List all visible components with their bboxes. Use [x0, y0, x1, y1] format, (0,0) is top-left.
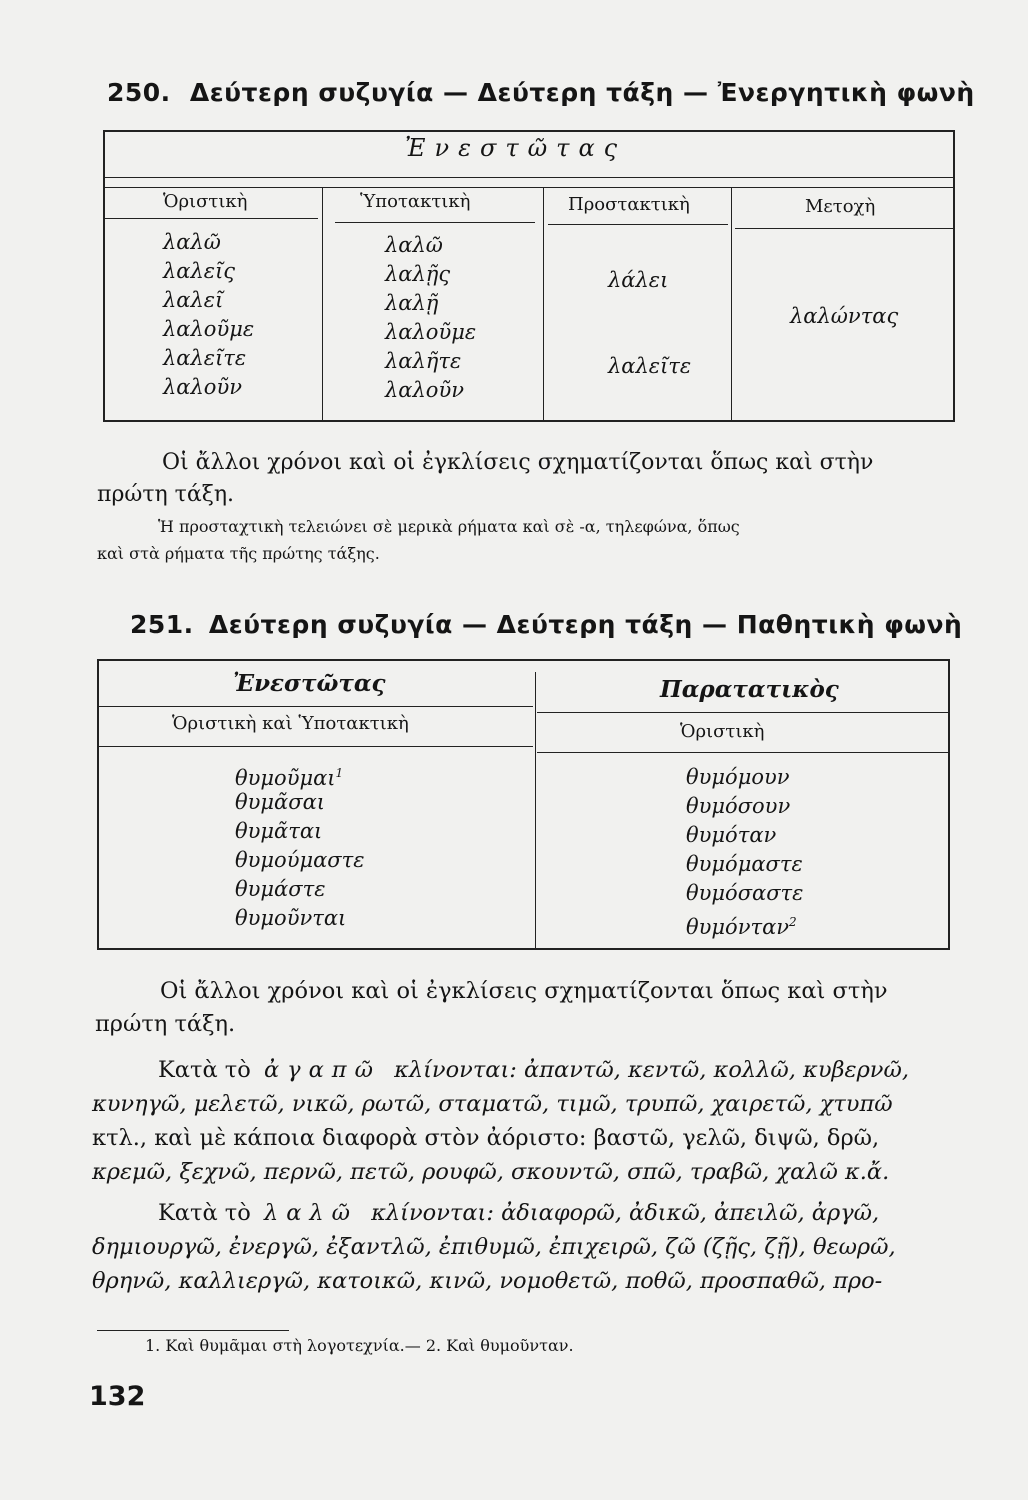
divider — [322, 187, 323, 420]
form-indicative: λαλῶ — [163, 230, 221, 254]
divider — [97, 706, 533, 707]
form-subjunctive: λαλῇ — [385, 291, 439, 315]
divider — [103, 177, 955, 178]
note-text: Οἱ ἄλλοι χρόνοι καὶ οἱ ἐγκλίσεις σχηματίζονται ὅπως καὶ στὴν — [162, 450, 874, 475]
section-number: 251. — [130, 610, 194, 639]
paragraph-line — [158, 1197, 879, 1231]
form-imperfect: θυμόσαστε — [686, 881, 804, 905]
form-present: θυμᾶσαι — [235, 790, 325, 814]
section-number: 250. — [107, 78, 171, 107]
form-indicative: λαλοῦν — [163, 375, 242, 399]
form-text: θυμόνταν — [686, 915, 790, 939]
paragraph-line: κτλ., καὶ μὲ κάποια διαφορὰ στὸν ἀόριστο: βαστῶ, γελῶ, διψῶ, δρῶ, — [92, 1125, 880, 1151]
divider — [97, 746, 533, 747]
divider — [535, 672, 536, 950]
section-251-heading — [130, 610, 962, 639]
tense-title-present: Ἐνεστῶτας — [233, 670, 386, 697]
form-subjunctive: λαλοῦν — [385, 378, 464, 402]
divider — [543, 187, 544, 420]
form-present: θυμοῦνται — [235, 906, 347, 930]
section-title: Δεύτερη συζυγία — Δεύτερη τάξη — Ἐνεργητικὴ φωνὴ — [189, 78, 975, 107]
note-text: πρώτη τάξη. — [97, 482, 234, 507]
small-note: Ἡ προσταχτικὴ τελειώνει σὲ μερικὰ ρήματα καὶ σὲ -α, τηλεφώνα, ὅπως — [158, 517, 740, 536]
form-imperfect: θυμόταν — [686, 823, 777, 847]
form-subjunctive: λαλῆτε — [385, 349, 462, 373]
column-header-subjunctive: Ὑποτακτικὴ — [360, 191, 471, 212]
form-imperfect: θυμόσουν — [686, 794, 791, 818]
form-subjunctive: λαλῇς — [385, 262, 451, 286]
form-indicative: λαλοῦμε — [163, 317, 255, 341]
small-note: καὶ στὰ ρήματα τῆς πρώτης τάξης. — [97, 544, 380, 563]
form-text: θυμοῦμαι — [235, 766, 336, 790]
footnotes: 1. Καὶ θυμᾶμαι στὴ λογοτεχνία.— 2. Καὶ θυμοῦνταν. — [145, 1336, 574, 1355]
paragraph-line — [158, 1054, 909, 1088]
paragraph-text: κλίνονται: ἀδιαφορῶ, ἀδικῶ, ἀπειλῶ, ἀργῶ, — [371, 1200, 880, 1226]
form-present: θυμούμαστε — [235, 848, 365, 872]
divider — [103, 218, 318, 219]
divider — [735, 228, 953, 229]
form-imperative: λαλεῖτε — [608, 354, 692, 378]
footnote-mark: 1 — [335, 766, 344, 780]
column-header-indicative: Ὁριστικὴ — [680, 721, 765, 742]
column-header-imperative: Προστακτικὴ — [568, 194, 690, 215]
tense-title: Ἐνεστῶτας — [405, 134, 627, 162]
form-present: θυμᾶται — [235, 819, 323, 843]
form-indicative: λαλεῖς — [163, 259, 236, 283]
form-participle: λαλώντας — [790, 304, 899, 328]
column-header-participle: Μετοχὴ — [805, 196, 876, 217]
note-text: πρώτη τάξη. — [95, 1011, 236, 1037]
section-title: Δεύτερη συζυγία — Δεύτερη τάξη — Παθητικὴ φωνὴ — [208, 610, 963, 639]
paragraph-line: θρηνῶ, καλλιεργῶ, κατοικῶ, κινῶ, νομοθετῶ, ποθῶ, προσπαθῶ, προ- — [92, 1268, 883, 1294]
footnote-rule — [97, 1330, 289, 1331]
divider — [731, 187, 732, 420]
divider — [537, 712, 948, 713]
form-imperfect: θυμόμαστε — [686, 852, 803, 876]
paragraph-lead: Κατὰ τὸ — [158, 1057, 251, 1083]
footnote-mark: 2 — [789, 915, 797, 929]
model-verb: ἀγαπῶ — [263, 1057, 381, 1083]
form-indicative: λαλεῖ — [163, 288, 224, 312]
note-text: Οἱ ἄλλοι χρόνοι καὶ οἱ ἐγκλίσεις σχηματίζονται ὅπως καὶ στὴν — [160, 978, 888, 1004]
divider — [537, 752, 948, 753]
tense-title-imperfect: Παρατατικὸς — [660, 676, 839, 703]
page-number: 132 — [89, 1381, 146, 1412]
form-present: θυμάστε — [235, 877, 326, 901]
model-verb: λαλῶ — [263, 1200, 359, 1226]
divider — [103, 187, 955, 188]
form-indicative: λαλεῖτε — [163, 346, 247, 370]
divider — [335, 222, 535, 223]
section-250-heading — [107, 78, 975, 107]
column-header-indicative: Ὁριστικὴ — [163, 191, 248, 212]
column-header-indicative-subjunctive: Ὁριστικὴ καὶ Ὑποτακτικὴ — [172, 713, 409, 734]
paragraph-line: κυνηγῶ, μελετῶ, νικῶ, ρωτῶ, σταματῶ, τιμῶ, τρυπῶ, χαιρετῶ, χτυπῶ — [92, 1091, 893, 1117]
form-subjunctive: λαλοῦμε — [385, 320, 477, 344]
form-subjunctive: λαλῶ — [385, 233, 443, 257]
form-imperative: λάλει — [608, 268, 669, 292]
form-imperfect: θυμόμουν — [686, 765, 790, 789]
paragraph-line: κρεμῶ, ξεχνῶ, περνῶ, πετῶ, ρουφῶ, σκουντῶ, σπῶ, τραβῶ, χαλῶ κ.ἄ. — [92, 1159, 890, 1185]
form-imperfect — [686, 908, 797, 942]
paragraph-line: δημιουργῶ, ἐνεργῶ, ἐξαντλῶ, ἐπιθυμῶ, ἐπιχειρῶ, ζῶ (ζῇς, ζῇ), θεωρῶ, — [92, 1234, 896, 1260]
paragraph-lead: Κατὰ τὸ — [158, 1200, 251, 1226]
paragraph-text: κλίνονται: ἀπαντῶ, κεντῶ, κολλῶ, κυβερνῶ, — [394, 1057, 909, 1083]
divider — [548, 224, 728, 225]
